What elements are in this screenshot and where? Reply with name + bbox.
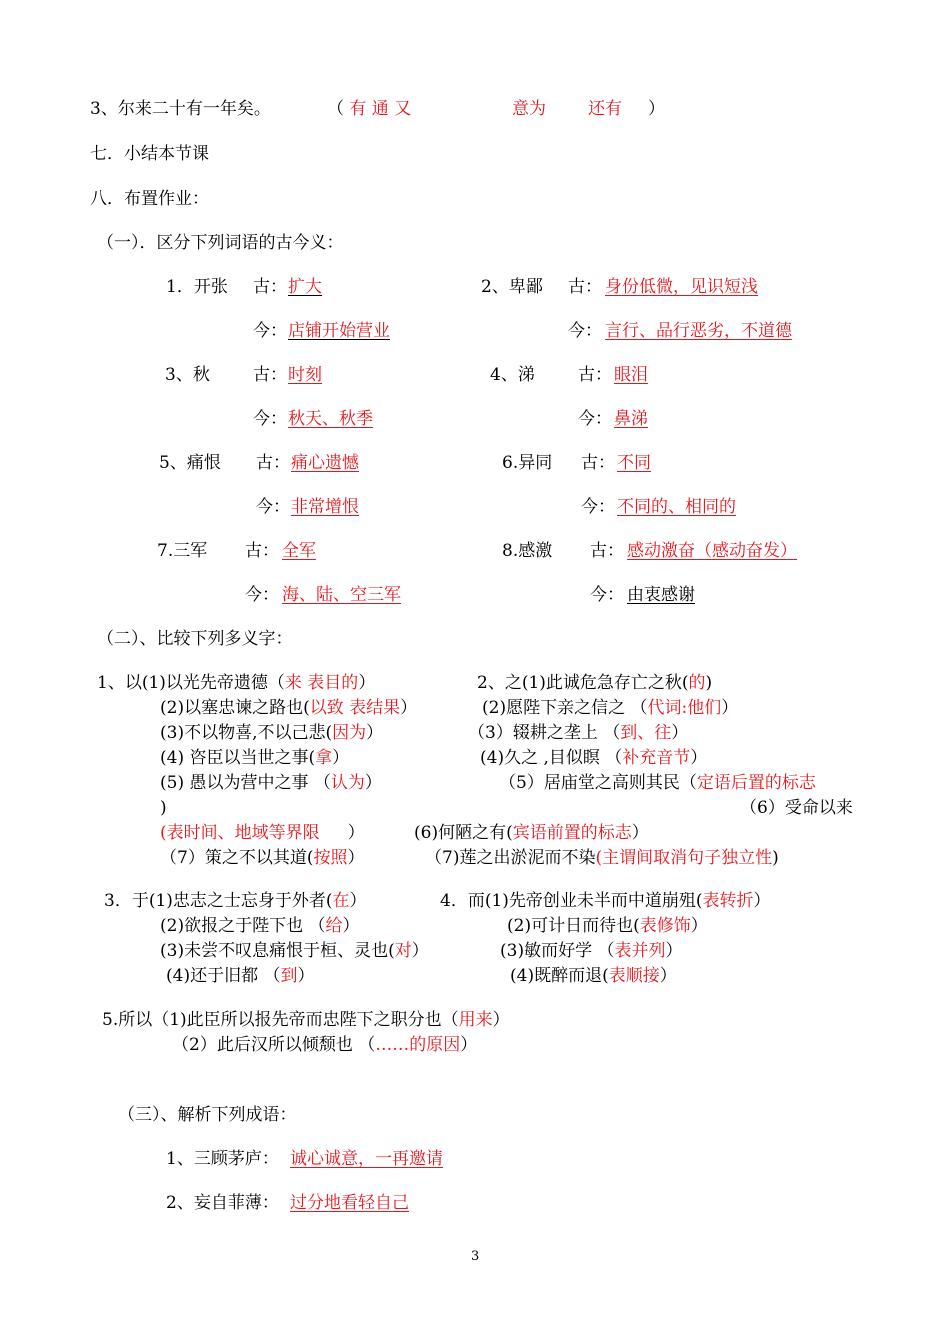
poly-answer: 宾语前置的标志 (512, 823, 632, 843)
jin-label: 今： (568, 321, 602, 341)
poly-text: (4)久之 ,目似瞑 （ (480, 748, 623, 768)
section-polysemy: （二）、比较下列多义字： (97, 629, 293, 649)
poly-row (102, 1009, 510, 1031)
word-jin-value: 不同的、相同的 (617, 497, 736, 517)
poly-text: (6)何陋之有( (414, 823, 513, 843)
poly-text: ） (347, 848, 365, 868)
poly-answer: 补充音节 (622, 748, 691, 768)
poly-answer: 定语后置的标志 (696, 773, 816, 793)
word-gu-value: 时刻 (288, 365, 322, 385)
poly-row (160, 697, 417, 719)
line3-text: 3、尔来二十有一年矣。 (90, 99, 271, 119)
poly-text: （7)莲之出淤泥而不染 (425, 848, 596, 868)
poly-text: ） (366, 723, 384, 743)
poly-answer: 按照 (313, 848, 348, 868)
poly-text: 5.所以（1)此臣所以报先帝而忠陛下之职分也（ (102, 1010, 459, 1030)
word-jin-value: 店铺开始营业 (288, 321, 390, 341)
poly-text: ） (631, 823, 649, 843)
gu-label: 古： (245, 541, 279, 561)
word-gu-value: 扩大 (288, 277, 322, 297)
idiom-label: 2、妄自菲薄： (166, 1193, 279, 1213)
gu-label: 古： (256, 453, 290, 473)
poly-row (482, 697, 738, 719)
line3-value: 还有 (588, 99, 622, 119)
jin-label: 今： (581, 497, 615, 517)
poly-text: ） (721, 698, 739, 718)
poly-text: ） (411, 941, 429, 961)
poly-text: ） (297, 966, 315, 986)
poly-text: （7）策之不以其道( (160, 848, 314, 868)
poly-text: （2）此后汉所以倾颓也 （ (172, 1035, 376, 1055)
word-gu-value: 感动激奋（感动奋发） (627, 541, 797, 561)
poly-answer: 的 (688, 673, 706, 693)
section-homework: 八．布置作业： (90, 189, 209, 209)
word-label: 7.三军 (157, 541, 208, 561)
poly-text: ) (160, 798, 167, 818)
poly-answer: 表转折 (702, 891, 754, 911)
idiom-label: 1、三顾茅庐： (166, 1149, 279, 1169)
poly-row (477, 672, 712, 694)
poly-text: ） (349, 891, 367, 911)
gu-label: 古： (578, 365, 612, 385)
poly-text: 2、之(1)此诚危急存亡之秋( (477, 673, 689, 693)
poly-row (160, 747, 349, 769)
poly-text: ） (400, 698, 418, 718)
word-jin-value: 秋天、秋季 (288, 409, 373, 429)
poly-text: (3)敏而好学 （ (500, 941, 615, 961)
poly-row (510, 965, 677, 987)
word-label: 2、卑鄙 (481, 277, 543, 297)
poly-row (166, 965, 314, 987)
poly-text: (3)不以物喜,不以己悲( (160, 723, 333, 743)
poly-text: (2)可计日而待也( (507, 916, 640, 936)
gu-label: 古： (253, 277, 287, 297)
gu-label: 古： (581, 453, 615, 473)
idiom-value: 过分地看轻自己 (290, 1193, 409, 1213)
poly-text: ） (460, 1035, 478, 1055)
word-gu-value: 痛心遗憾 (291, 453, 359, 473)
jin-label: 今： (245, 585, 279, 605)
poly-answer: 认为 (330, 773, 365, 793)
word-gu-value: 眼泪 (614, 365, 648, 385)
poly-row (104, 890, 367, 912)
poly-text: （5）居庙堂之高则其民（ (499, 773, 697, 793)
poly-text: (4)还于旧都 （ (166, 966, 281, 986)
poly-row (160, 722, 383, 744)
jin-label: 今： (253, 321, 287, 341)
poly-text: ） (665, 941, 683, 961)
poly-answer: 代词:他们 (647, 698, 722, 718)
poly-answer: 在 (332, 891, 350, 911)
poly-row (160, 772, 382, 794)
word-label: 6.异同 (502, 453, 553, 473)
poly-text: （6）受命以来 (740, 798, 853, 818)
poly-answer: ……的原因 (375, 1035, 461, 1055)
idiom-value: 诚心诚意，一再邀请 (290, 1149, 443, 1169)
word-jin-value: 鼻涕 (614, 409, 648, 429)
jin-label: 今： (253, 409, 287, 429)
paren-close: ） (648, 99, 665, 119)
poly-text: (5) 愚以为营中之事 （ (160, 773, 331, 793)
poly-text: (2)以塞忠谏之路也( (160, 698, 310, 718)
poly-text: ） (492, 1010, 510, 1030)
poly-answer: 因为 (332, 723, 367, 743)
poly-text: ） (358, 673, 376, 693)
poly-row (440, 890, 771, 912)
section-idioms: （三）、解析下列成语： (118, 1105, 297, 1125)
poly-text: 1、以(1)以光先帝遗德（ (97, 673, 285, 693)
poly-row (480, 747, 707, 769)
poly-row (500, 940, 682, 962)
gu-label: 古： (568, 277, 602, 297)
line3-note (327, 98, 411, 120)
poly-text: ） (342, 916, 360, 936)
poly-answer: 到 (280, 966, 298, 986)
poly-answer: 表顺接 (608, 966, 660, 986)
gu-label: 古： (590, 541, 624, 561)
poly-text: ) (772, 848, 779, 868)
poly-text: 3．于(1)忠志之士忘身于外者( (104, 891, 333, 911)
poly-row (414, 822, 649, 844)
word-jin-value: 非常增恨 (291, 497, 359, 517)
poly-text: ） (332, 748, 350, 768)
word-label: 5、痛恨 (159, 453, 221, 473)
poly-text: ） (690, 916, 708, 936)
word-gu-value: 身份低微，见识短浅 (605, 277, 758, 297)
word-label: 1．开张 (166, 277, 228, 297)
poly-text: ） (753, 891, 771, 911)
poly-answer: 表并列 (614, 941, 666, 961)
jin-label: 今： (590, 585, 624, 605)
poly-text: ） (364, 773, 382, 793)
poly-answer: (表时间、地域等界限 (160, 823, 320, 843)
line3 (90, 98, 271, 120)
poly-row (468, 722, 688, 744)
poly-row (172, 1034, 477, 1056)
word-label: 4、涕 (490, 365, 535, 385)
word-gu-value: 全军 (282, 541, 316, 561)
gu-label: 古： (253, 365, 287, 385)
poly-row (425, 847, 779, 869)
poly-row (160, 915, 359, 937)
poly-text: (3)未尝不叹息痛恨于桓、灵也( (160, 941, 395, 961)
poly-text: (2)欲报之于陛下也 （ (160, 916, 326, 936)
poly-text: ） (347, 823, 365, 843)
poly-answer: 给 (325, 916, 343, 936)
poly-answer: 到、往 (620, 723, 672, 743)
paren-open: （ (327, 99, 344, 119)
poly-answer: 以致 表结果 (309, 698, 401, 718)
poly-text: （3）辍耕之垄上 （ (468, 723, 621, 743)
poly-row (160, 940, 429, 962)
poly-text: ） (659, 966, 677, 986)
word-label: 8.感激 (502, 541, 553, 561)
poly-answer: 拿 (315, 748, 333, 768)
jin-label: 今： (256, 497, 290, 517)
poly-answer: 用来 (458, 1010, 493, 1030)
line3-note-red: 有 通 又 (349, 99, 412, 119)
poly-text: 4．而(1)先帝创业未半而中道崩殂( (440, 891, 703, 911)
poly-row (160, 822, 365, 844)
poly-text: ） (671, 723, 689, 743)
poly-answer: 来 表目的 (284, 673, 359, 693)
word-jin-value: 言行、品行恶劣，不道德 (605, 321, 792, 341)
word-label: 3、秋 (165, 365, 210, 385)
section-ancient-modern: （一）．区分下列词语的古今义： (97, 233, 344, 253)
word-jin-value: 由衷感谢 (627, 585, 695, 605)
word-jin-value: 海、陆、空三军 (282, 585, 401, 605)
line3-meaning: 意为 (512, 99, 546, 119)
jin-label: 今： (578, 409, 612, 429)
poly-text: (2)愿陛下亲之信之 （ (482, 698, 648, 718)
poly-row (507, 915, 708, 937)
poly-text: (4) 咨臣以当世之事( (160, 748, 316, 768)
poly-answer: 表修饰 (639, 916, 691, 936)
poly-row (499, 772, 816, 794)
poly-text: ) (705, 673, 713, 693)
section-summary: 七．小结本节课 (90, 144, 209, 164)
word-gu-value: 不同 (617, 453, 651, 473)
poly-row (160, 847, 364, 869)
poly-answer: (主谓间取消句子独立性 (595, 848, 773, 868)
poly-text: (4)既醉而退( (510, 966, 609, 986)
poly-text: ） (690, 748, 708, 768)
page-number: 3 (471, 1249, 480, 1264)
poly-answer: 对 (394, 941, 412, 961)
poly-row (97, 672, 375, 694)
